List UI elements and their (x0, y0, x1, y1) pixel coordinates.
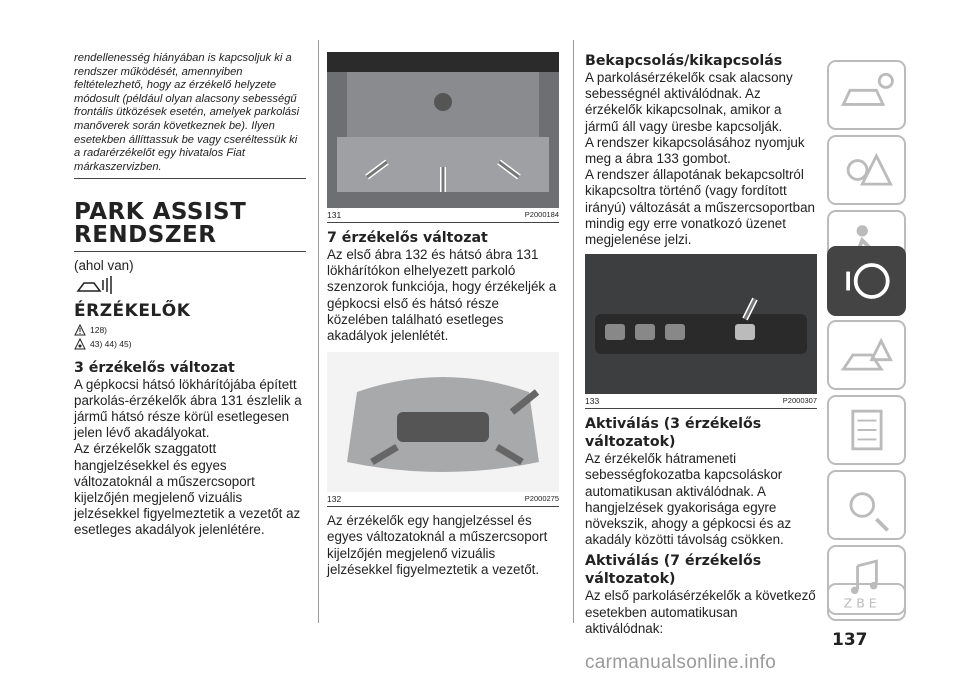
paragraph: Az első parkolásérzékelők a következő esetekben automatikusan aktiválódnak: (585, 588, 816, 636)
column-divider (573, 40, 574, 623)
watermark: carmanualsonline.info (585, 652, 777, 673)
figure-131-rear-bumper (327, 52, 559, 208)
warning-lights-icon (829, 137, 904, 203)
reference-row-1 (74, 323, 306, 337)
paragraph: A rendszer kikapcsolásához nyomjuk meg a ábra 133 gombot. (585, 134, 805, 167)
car-info-icon (829, 62, 904, 128)
column-2 (327, 0, 559, 578)
figure-number: 133 (585, 396, 600, 407)
tab-maintenance[interactable] (827, 395, 906, 465)
section-title: ÉRZÉKELŐK (74, 300, 191, 321)
paragraph: A gépkocsi hátsó lökhárítójába épített parkolás-érzékelők ábra 131 észlelik a jármű hátsó része körül esetlegesen jelen lévő akadályokat. (74, 376, 302, 441)
maintenance-checklist-icon (829, 397, 904, 463)
paragraph: A rendszer állapotának bekapcsoltról kikapcsoltra történő (vagy fordított irányú) változását a műszercsoportban mindig egy erre vonatkozó üzenet megjelenése jelzi. (585, 167, 815, 248)
park-assist-icon (74, 275, 306, 295)
figure-code: P2000307 (782, 396, 817, 406)
availability-note: (ahol van) (74, 258, 134, 274)
tab-index[interactable] (827, 583, 906, 621)
key-steering-wheel-icon (829, 248, 904, 314)
figure-number: 131 (327, 210, 342, 220)
alphabetical-index-icon (829, 585, 904, 619)
subheading-on-off: Bekapcsolás/kikapcsolás (585, 53, 783, 69)
figure-caption (327, 492, 559, 507)
figure-132-front-bumper (327, 352, 559, 492)
paragraph: Az érzékelők szaggatott hangjelzésekkel és egyes változatoknál a műszercsoport kijelzőjén megjelenő vizuális jelzésekkel figyelmeztetik a vezetőt az esetleges akadályok jelenlétére. (74, 441, 301, 538)
caution-icon (74, 338, 86, 350)
figure-code: P2000184 (524, 210, 559, 219)
tab-technical-data[interactable] (827, 470, 906, 540)
paragraph: Az érzékelők hátrameneti sebességfokozatba kapcsoláskor automatikusan aktiválódnak. A hangjelzések gyakorisága egyre növekszik, ahogy a gépkocsi és az akadály közötti távolság csökken. (585, 451, 792, 548)
figure-caption (585, 394, 817, 409)
tab-emergency[interactable] (827, 320, 906, 390)
page-title (74, 201, 306, 252)
subheading-activation-3: Aktiválás (3 érzékelős változatok) (585, 416, 762, 451)
title-line-2: RENDSZER (74, 222, 217, 249)
italic-note: rendellenesség hiányában is kapcsoljuk ki a rendszer működését, amennyiben feltételezhető, hogy az érzékelő helyzete módosult (például olyan alacsony sebességű frontális ütközések esetén, amelyek parkolási manőverek során következnek be). Ilyen esetekben állíttassuk be vagy cseréltessük ki a radarérzékelőt egy hivatalos Fiat márkaszervizben. (74, 52, 306, 179)
tab-car-info[interactable] (827, 60, 906, 130)
figure-number: 132 (327, 494, 342, 505)
column-divider (318, 40, 319, 623)
warning-triangle-icon (74, 324, 86, 336)
column-1 (74, 0, 306, 539)
figure-code: P2000275 (524, 494, 559, 504)
reference-1: 128) (90, 324, 108, 335)
page-number: 137 (832, 630, 868, 650)
paragraph: Az első ábra 132 és hátsó ábra 131 lökhárítókon elhelyezett parkoló szenzorok funkciója, hogy érzékeljék a gépkocsi első és hátsó része közelében található esetleges akadályok jelenlétét. (327, 247, 557, 344)
column-3 (585, 0, 817, 637)
tab-warning-lights[interactable] (827, 135, 906, 205)
figure-133-dashboard-button (585, 254, 817, 394)
tab-starting-driving[interactable] (827, 246, 906, 316)
title-line-1: PARK ASSIST (74, 199, 247, 226)
paragraph: A parkolásérzékelők csak alacsony sebességnél aktiválódnak. Az érzékelők kikapcsolnak, amikor a jármű áll vagy üresbe kapcsolják. (585, 70, 793, 134)
reference-2: 43) 44) 45) (90, 338, 132, 349)
roadside-emergency-icon (829, 322, 904, 388)
reference-row-2 (74, 337, 306, 351)
subheading-activation-7: Aktiválás (7 érzékelős változatok) (585, 553, 762, 588)
subheading-7-sensor: 7 érzékelős változat (327, 230, 488, 246)
paragraph: Az érzékelők egy hangjelzéssel és egyes változatoknál a műszercsoport kijelzőjén megjelenő vizuális jelzésekkel figyelmeztetik a vezetőt. (327, 513, 548, 577)
subheading-3-sensor: 3 érzékelős változat (74, 359, 235, 376)
technical-data-icon (829, 472, 904, 538)
figure-caption (327, 208, 559, 223)
svg-text:Z B E: Z B E (843, 595, 877, 611)
